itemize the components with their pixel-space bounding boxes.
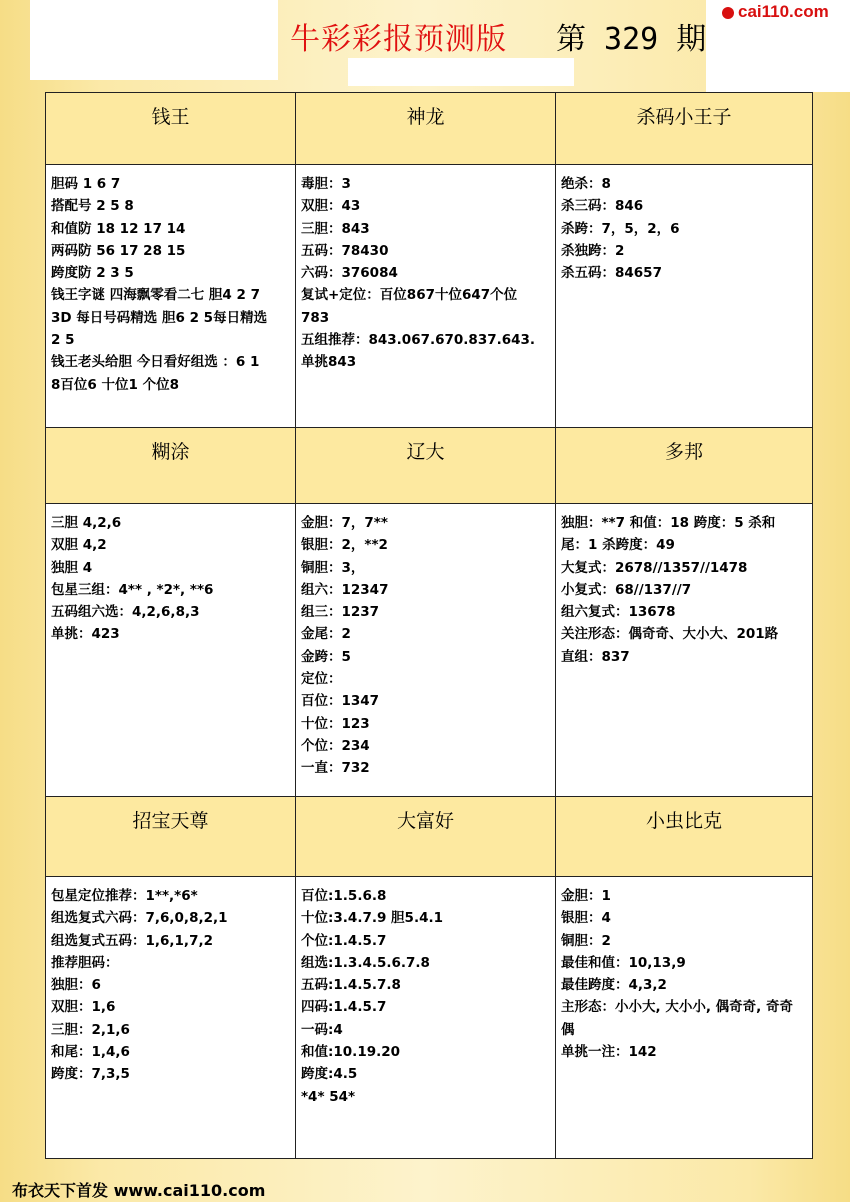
prediction-line: 包星三组：4** , *2*, **6 (51, 581, 214, 598)
prediction-line: 组三：1237 (301, 604, 380, 621)
predictor-content (296, 504, 556, 797)
prediction-line: 银胆：2，**2 (301, 537, 388, 554)
prediction-line: 金胆：1 (561, 888, 611, 904)
prediction-line: 一直：732 (301, 760, 370, 777)
predictor-content (556, 877, 813, 1159)
prediction-line: 定位： (301, 671, 342, 688)
prediction-line: 和值防 18 12 17 14 (51, 220, 186, 237)
prediction-line: 杀三码：846 (561, 198, 644, 215)
prediction-line: 跨度防 2 3 5 (51, 265, 134, 282)
prediction-line: 复试+定位：百位867十位647个位 (301, 287, 518, 304)
prediction-line: 钱王字谜 四海飘零看二七 胆4 2 7 (51, 287, 260, 304)
prediction-line: 四码:1.4.5.7 (301, 999, 387, 1016)
prediction-line: 2 5 (51, 332, 75, 349)
prediction-line: 三胆 4,2,6 (51, 515, 122, 531)
prediction-line: 个位:1.4.5.7 (301, 932, 387, 949)
header-white-patch-center (348, 58, 574, 86)
header-white-patch-left (30, 0, 278, 80)
prediction-line: 直组：837 (561, 648, 630, 665)
prediction-line: 3D 每日号码精选 胆6 2 5每日精选 (51, 309, 268, 326)
prediction-line: 组选复式六码：7,6,0,8,2,1 (51, 910, 228, 927)
prediction-line: 单挑843 (301, 354, 357, 371)
prediction-line: 主形态：小小大, 大小小, 偶奇奇, 奇奇 (561, 999, 793, 1016)
prediction-line: 金跨：5 (301, 648, 351, 665)
prediction-line: 毒胆：3 (301, 176, 351, 192)
predictor-name: 多邦 (556, 428, 813, 504)
predictor-content (296, 877, 556, 1159)
prediction-line: 包星定位推荐：1**,*6* (51, 888, 198, 904)
prediction-line: 绝杀：8 (561, 176, 611, 192)
predictor-content (556, 504, 813, 797)
prediction-line: 铜胆：2 (561, 932, 611, 949)
predictor-name: 辽大 (296, 428, 556, 504)
prediction-line: 三胆：2,1,6 (51, 1021, 130, 1038)
prediction-line: 五码：78430 (301, 242, 389, 259)
predictor-name: 小虫比克 (556, 797, 813, 877)
prediction-line: 搭配号 2 5 8 (51, 198, 134, 215)
prediction-line: 一码:4 (301, 1021, 343, 1038)
prediction-line: 三胆：843 (301, 220, 370, 237)
prediction-line: 大复式：2678//1357//1478 (561, 559, 748, 576)
prediction-line: 关注形态：偶奇奇、大小大、201路 (561, 626, 779, 643)
prediction-line: 双胆 4,2 (51, 537, 107, 554)
prediction-line: 金尾：2 (301, 626, 351, 643)
predictor-name: 大富好 (296, 797, 556, 877)
prediction-line: 个位：234 (301, 737, 370, 754)
predictor-content (296, 165, 556, 428)
prediction-line: 尾：1 杀跨度：49 (561, 537, 675, 554)
prediction-grid (45, 92, 813, 1159)
prediction-line: 组六复式：13678 (561, 604, 676, 621)
predictor-content (46, 165, 296, 428)
prediction-line: 跨度:4.5 (301, 1066, 358, 1083)
predictor-name: 糊涂 (46, 428, 296, 504)
prediction-line: 胆码 1 6 7 (51, 176, 121, 192)
prediction-line: 双胆：1,6 (51, 999, 116, 1016)
prediction-line: 单挑：423 (51, 626, 120, 643)
prediction-line: 钱王老头给胆 今日看好组选 ：6 1 (51, 354, 260, 371)
prediction-line: 杀五码：84657 (561, 265, 662, 282)
prediction-line: 百位:1.5.6.8 (301, 888, 387, 904)
prediction-line: 小复式：68//137//7 (561, 581, 692, 598)
prediction-line: 跨度：7,3,5 (51, 1066, 130, 1083)
predictor-content (46, 504, 296, 797)
prediction-line: 和值:10.19.20 (301, 1044, 401, 1061)
prediction-line: 百位：1347 (301, 693, 380, 710)
prediction-line: 杀独跨：2 (561, 242, 625, 259)
prediction-line: 和尾：1,4,6 (51, 1044, 130, 1061)
page-title: 牛彩彩报预测版 (290, 22, 507, 57)
prediction-line: 两码防 56 17 28 15 (51, 242, 186, 259)
prediction-line: 推荐胆码： (51, 954, 119, 971)
prediction-line: 最佳跨度：4,3,2 (561, 977, 667, 994)
prediction-line: 十位:3.4.7.9 胆5.4.1 (301, 910, 443, 927)
prediction-line: 783 (301, 309, 330, 326)
prediction-line: 铜胆：3， (301, 559, 365, 576)
prediction-line: 双胆：43 (301, 198, 361, 215)
predictor-name: 杀码小王子 (556, 93, 813, 165)
prediction-line: 五组推荐：843.067.670.837.643. (301, 332, 536, 349)
prediction-line: 五码:1.4.5.7.8 (301, 977, 401, 994)
prediction-line: 五码组六选：4,2,6,8,3 (51, 604, 200, 621)
prediction-line: 独胆：6 (51, 977, 101, 994)
prediction-line: 六码：376084 (301, 265, 398, 282)
prediction-line: 银胆：4 (561, 910, 611, 927)
prediction-line: 十位：123 (301, 715, 370, 732)
prediction-line: 组选复式五码：1,6,1,7,2 (51, 932, 213, 949)
logo-icon (722, 7, 734, 19)
prediction-line: 最佳和值：10,13,9 (561, 954, 686, 971)
prediction-line: 组选:1.3.4.5.6.7.8 (301, 954, 430, 971)
issue-number: 第 329 期 (556, 22, 707, 57)
predictor-content (46, 877, 296, 1159)
prediction-line: 独胆：**7 和值：18 跨度：5 杀和 (561, 515, 776, 531)
predictor-content (556, 165, 813, 428)
prediction-line: 单挑一注：142 (561, 1044, 657, 1061)
prediction-line: 8百位6 十位1 个位8 (51, 376, 179, 393)
prediction-line: 金胆：7，7** (301, 515, 388, 531)
footer-credit: 布衣天下首发 www.cai110.com (12, 1181, 266, 1200)
prediction-line: 独胆 4 (51, 559, 93, 576)
prediction-line: *4* 54* (301, 1088, 356, 1105)
prediction-line: 杀跨：7，5，2，6 (561, 220, 680, 237)
prediction-line: 组六：12347 (301, 581, 389, 598)
prediction-line: 偶 (561, 1021, 575, 1038)
site-logo[interactable]: cai110.com (738, 2, 829, 21)
predictor-name: 神龙 (296, 93, 556, 165)
predictor-name: 钱王 (46, 93, 296, 165)
predictor-name: 招宝天尊 (46, 797, 296, 877)
